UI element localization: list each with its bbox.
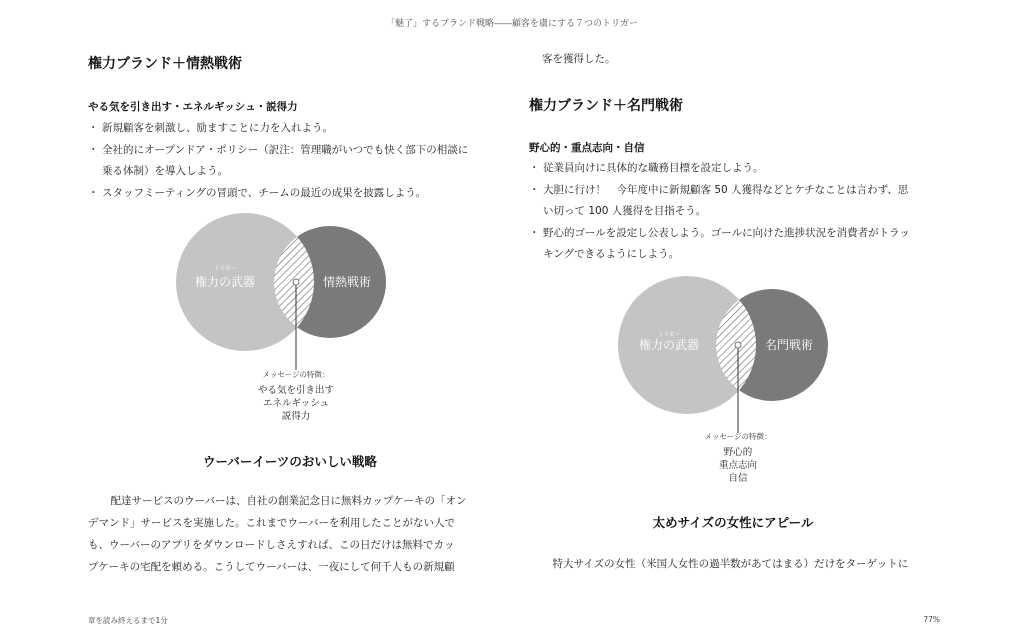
left-message (246, 368, 346, 423)
right-section-title: 太めサイズの女性にアピール (652, 515, 814, 530)
message-line: 自信 (728, 473, 748, 484)
message-caption: メッセージの特徴： (704, 432, 772, 441)
list-item: ・ 全社的にオープンドア・ポリシー（訳注：管理職がいつでも快く部下の相談に 乗る体制）を導入しよう。 (88, 143, 469, 177)
message-line: やる気を引き出す (257, 385, 334, 396)
time-remaining: 章を読み終えるまで1分 (88, 616, 168, 625)
right-paragraph: 特大サイズの女性（米国人女性の過半数があてはまる）だけをターゲットに (542, 558, 909, 570)
right-subheading: 野心的・重点志向・自信 (529, 142, 645, 154)
left-bullet-list (88, 118, 468, 204)
message-caption: メッセージの特徴： (262, 370, 330, 379)
reading-progress: 77% (923, 615, 940, 624)
venn-left-label: 権力の武器 (638, 338, 700, 352)
list-item: ・ 野心的ゴールを設定し公表しよう。ゴールに向けた進捗状況を消費者がトラッ キングできるようにしよう。 (529, 226, 910, 260)
list-item: ・ 大胆に行け！ 今年度中に新規顧客 50 人獲得などとケチなことは言わず、思 い切って 100 人獲得を目指そう。 (529, 183, 909, 217)
left-paragraph: 配達サービスのウーバーは、自社の創業記念日に無料カップケーキの「オン デマンド」サービスを実施した。これまでウーバーを利用したことがない人で も、ウーバーのアプリをダウンロードしさえすれば、この日だけは無料でカッ プケーキの宅配を頼める。こうしてウーバーは、一夜にして何千人もの新規顧 (88, 495, 467, 573)
left-subheading: やる気を引き出す・エネルギッシュ・説得力 (88, 101, 298, 113)
message-line: 重点志向 (718, 460, 757, 471)
message-line: 野心的 (723, 447, 753, 458)
running-header: 「魅了」するブランド戦略――顧客を虜にする７つのトリガー (386, 19, 638, 29)
left-venn-diagram (170, 210, 420, 370)
list-item: ・ スタッフミーティングの冒頭で、チームの最近の成果を披露しよう。 (88, 186, 427, 199)
right-heading: 権力ブランド＋名門戦術 (529, 98, 683, 114)
venn-right-label: 名門戦術 (764, 338, 814, 352)
list-item: ・ 新規顧客を刺激し、励ますことに力を入れよう。 (88, 122, 333, 134)
message-line: エネルギッシュ (262, 398, 330, 409)
left-heading: 権力ブランド＋情熱戦術 (88, 56, 242, 72)
venn-pointer-dot (735, 342, 741, 348)
list-item: ・ 従業員向けに具体的な職務目標を設定しよう。 (529, 162, 764, 174)
venn-ruby: トリガー (214, 266, 236, 272)
right-message (688, 430, 788, 485)
left-section-title: ウーバーイーツのおいしい戦略 (203, 454, 377, 469)
venn-right-label: 情熱戦術 (322, 275, 372, 289)
right-bullet-list (529, 158, 910, 266)
venn-pointer-dot (293, 279, 299, 285)
right-venn-diagram (612, 273, 862, 433)
venn-left-label: 権力の武器 (194, 275, 256, 289)
right-carryover-text: 客を獲得した。 (542, 53, 616, 65)
venn-ruby: トリガー (658, 332, 680, 338)
message-line: 説得力 (281, 411, 311, 422)
